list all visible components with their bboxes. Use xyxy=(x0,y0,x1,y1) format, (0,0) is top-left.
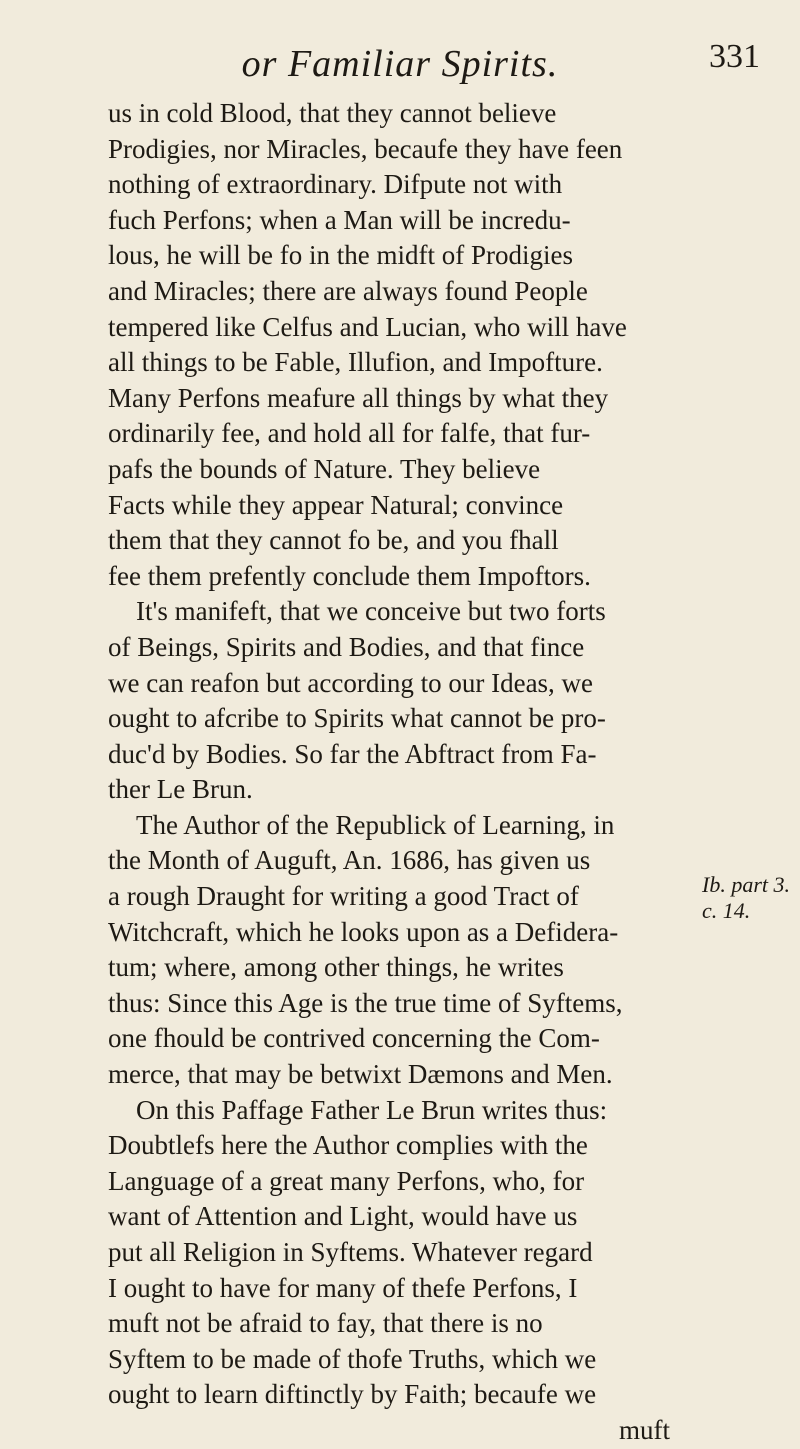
text-line: the Month of Auguft, An. 1686, has given us xyxy=(108,845,591,876)
margin-note-line: c. 14. xyxy=(702,898,751,923)
text-line: all things to be Fable, Illufion, and Impofture. xyxy=(108,347,603,378)
text-line: pafs the bounds of Nature. They believe xyxy=(108,453,541,484)
text-line: of Beings, Spirits and Bodies, and that fince xyxy=(108,631,585,662)
text-line: ought to learn diftinctly by Faith; becaufe we xyxy=(108,1379,597,1410)
text-line: Witchcraft, which he looks upon as a Defidera- xyxy=(108,916,619,947)
text-line: them that they cannot fo be, and you fhall xyxy=(108,525,559,556)
text-line: Doubtlefs here the Author complies with the xyxy=(108,1130,588,1161)
text-line: tum; where, among other things, he writes xyxy=(108,952,564,983)
margin-note-line: Ib. part 3. xyxy=(702,872,790,897)
text-line: On this Paffage Father Le Brun writes thus: xyxy=(136,1094,608,1125)
text-line: ordinarily fee, and hold all for falfe, that fur- xyxy=(108,418,591,449)
text-line: Many Perfons meafure all things by what they xyxy=(108,382,609,413)
text-line: one fhould be contrived concerning the Com- xyxy=(108,1023,600,1054)
text-line: ther Le Brun. xyxy=(108,774,253,805)
text-line: fee them prefently conclude them Impoftors. xyxy=(108,560,591,591)
text-line: Language of a great many Perfons, who, for xyxy=(108,1165,585,1196)
text-line: want of Attention and Light, would have us xyxy=(108,1201,578,1232)
text-line: Syftem to be made of thofe Truths, which we xyxy=(108,1343,597,1374)
body-text xyxy=(108,96,690,1449)
text-line: tempered like Celfus and Lucian, who will have xyxy=(108,311,627,342)
text-line: fuch Perfons; when a Man will be incredu- xyxy=(108,204,571,235)
text-line: put all Religion in Syftems. Whatever regard xyxy=(108,1237,593,1267)
text-line: I ought to have for many of thefe Perfons, I xyxy=(108,1272,578,1303)
text-line: Facts while they appear Natural; convince xyxy=(108,489,564,520)
text-line: we can reafon but according to our Ideas, we xyxy=(108,667,594,698)
text-line: a rough Draught for writing a good Tract of xyxy=(108,881,579,912)
catchword: muft xyxy=(619,1414,670,1445)
margin-note xyxy=(702,872,792,924)
text-line: us in cold Blood, that they cannot believe xyxy=(108,98,557,128)
text-line: ought to afcribe to Spirits what cannot be pro- xyxy=(108,703,606,734)
text-line: merce, that may be betwixt Dæmons and Men. xyxy=(108,1059,613,1090)
text-line: muft not be afraid to fay, that there is no xyxy=(108,1308,543,1339)
text-line: and Miracles; there are always found People xyxy=(108,275,588,306)
text-line: It's manifeft, that we conceive but two forts xyxy=(136,596,606,627)
text-line: nothing of extraordinary. Difpute not with xyxy=(108,169,563,200)
page-number: 331 xyxy=(709,38,760,75)
text-line: lous, he will be fo in the midft of Prodigies xyxy=(108,240,573,271)
text-line: thus: Since this Age is the true time of Syftems, xyxy=(108,987,623,1018)
running-title: or Familiar Spirits. xyxy=(241,43,559,85)
text-line: The Author of the Republick of Learning, in xyxy=(136,809,615,840)
text-line: duc'd by Bodies. So far the Abftract from Fa- xyxy=(108,738,597,769)
text-line: Prodigies, nor Miracles, becaufe they have feen xyxy=(108,133,623,164)
